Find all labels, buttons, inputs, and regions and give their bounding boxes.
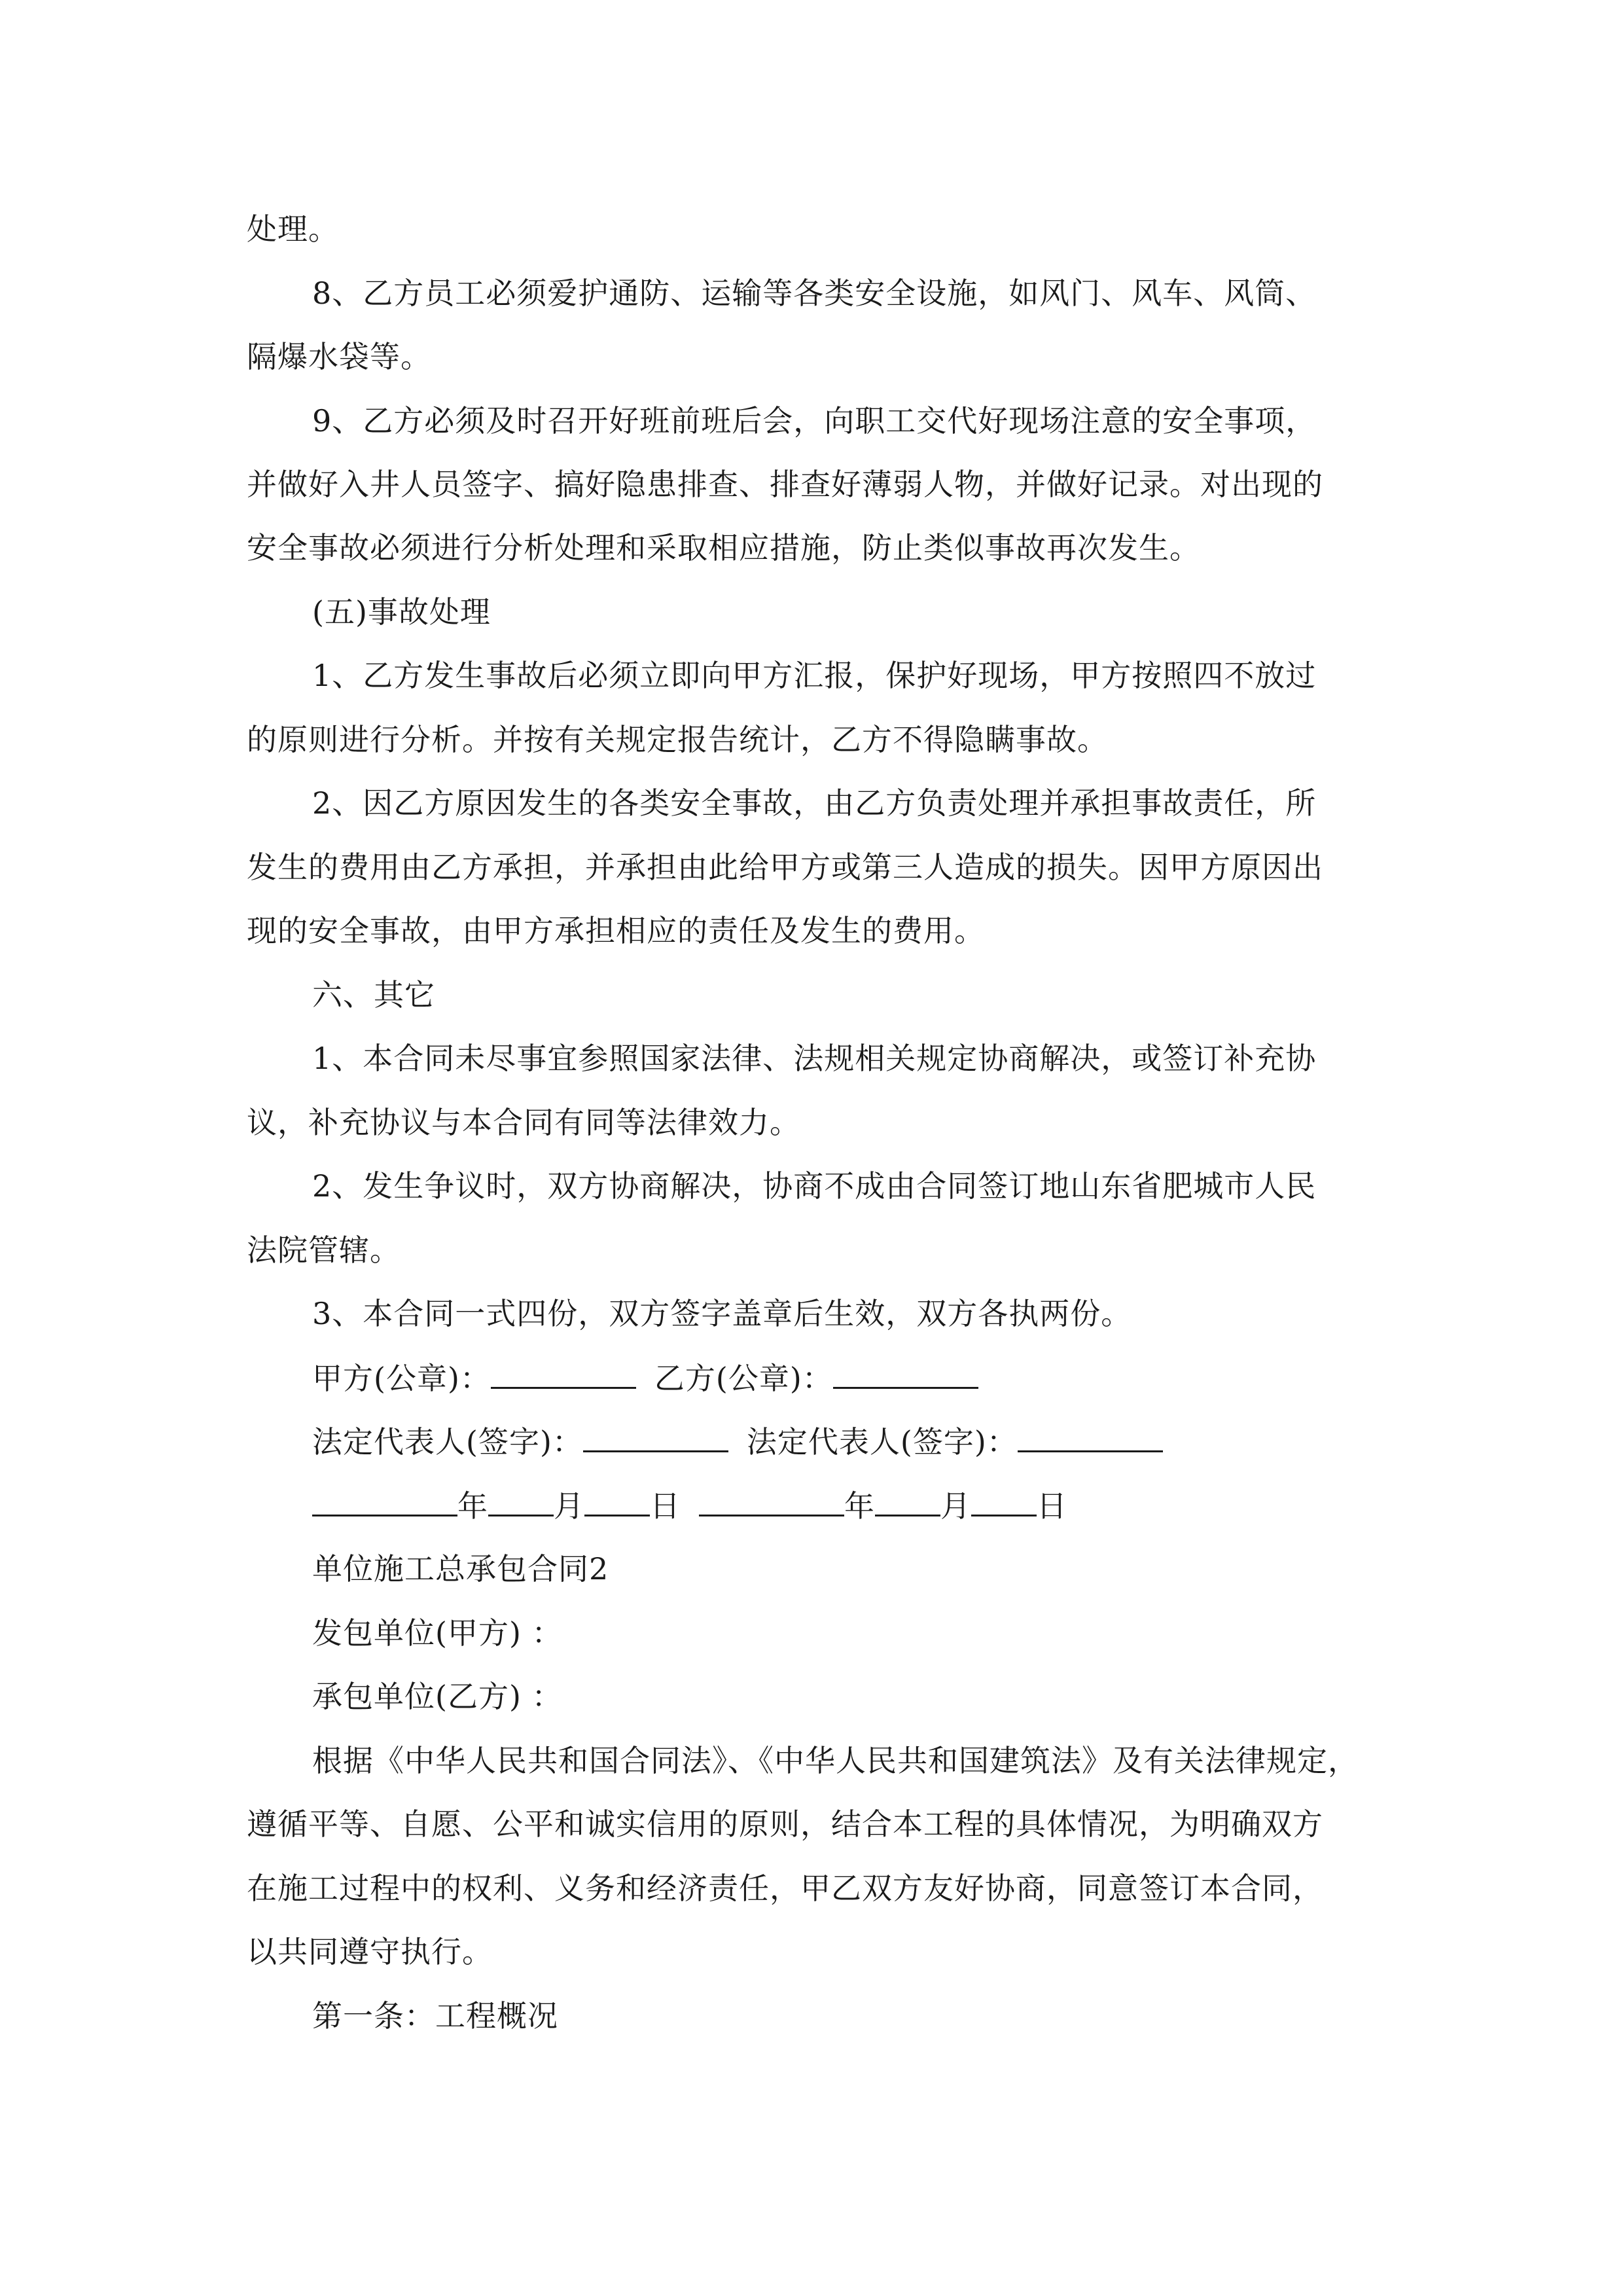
- paragraph-line: 8、乙方员工必须爱护通防、运输等各类安全设施，如风门、风车、风筒、: [312, 276, 1317, 311]
- preamble-line: 在施工过程中的权利、义务和经济责任，甲乙双方友好协商，同意签订本合同，: [247, 1871, 1323, 1906]
- seal-line: [312, 1358, 978, 1398]
- preamble-line: 遵循平等、自愿、公平和诚实信用的原则，结合本工程的具体情况，为明确双方: [247, 1806, 1323, 1842]
- paragraph-line: 的原则进行分析。并按有关规定报告统计，乙方不得隐瞒事故。: [247, 722, 1108, 757]
- year-label: 年: [457, 1488, 488, 1524]
- paragraph-line: 发生的费用由乙方承担，并承担由此给甲方或第三人造成的损失。因甲方原因出: [247, 850, 1323, 885]
- paragraph-line: 处理。: [247, 211, 339, 247]
- section-heading: (五)事故处理: [312, 594, 491, 630]
- paragraph-line: 2、因乙方原因发生的各类安全事故，由乙方负责处理并承担事故责任，所: [312, 785, 1317, 821]
- paragraph-line: 9、乙方必须及时召开好班前班后会，向职工交代好现场注意的安全事项，: [312, 403, 1317, 439]
- year-blank-a: [312, 1486, 457, 1516]
- contractor-line: 承包单位(乙方) ：: [312, 1679, 563, 1714]
- article-heading: 第一条：工程概况: [312, 1998, 558, 2034]
- preamble-line: 以共同遵守执行。: [247, 1934, 493, 1969]
- day-label: 日: [650, 1488, 681, 1524]
- date-line: [312, 1486, 1067, 1526]
- section-heading: 六、其它: [312, 977, 435, 1013]
- month-label: 月: [554, 1488, 584, 1524]
- paragraph-line: 法院管辖。: [247, 1232, 401, 1268]
- paragraph-line: 并做好入井人员签字、搞好隐患排查、排查好薄弱人物，并做好记录。对出现的: [247, 467, 1323, 502]
- party-b-seal-blank: [833, 1358, 978, 1389]
- paragraph-line: 3、本合同一式四份，双方签字盖章后生效，双方各执两份。: [312, 1296, 1132, 1331]
- paragraph-line: 隔爆水袋等。: [247, 339, 431, 374]
- year-blank-b: [699, 1486, 844, 1516]
- paragraph-line: 安全事故必须进行分析处理和采取相应措施，防止类似事故再次发生。: [247, 530, 1200, 565]
- paragraph-line: 1、乙方发生事故后必须立即向甲方汇报，保护好现场，甲方按照四不放过: [312, 658, 1317, 693]
- month-label: 月: [940, 1488, 971, 1524]
- employer-line: 发包单位(甲方) ：: [312, 1615, 563, 1651]
- month-blank-b: [875, 1486, 940, 1516]
- month-blank-a: [488, 1486, 554, 1516]
- paragraph-line: 2、发生争议时，双方协商解决，协商不成由合同签订地山东省肥城市人民: [312, 1168, 1317, 1204]
- party-a-seal-blank: [491, 1358, 636, 1389]
- year-label: 年: [844, 1488, 875, 1524]
- party-a-seal-label: 甲方(公章)：: [312, 1361, 491, 1396]
- contract-title: 单位施工总承包合同2: [312, 1551, 609, 1587]
- paragraph-line: 现的安全事故，由甲方承担相应的责任及发生的费用。: [247, 913, 985, 948]
- paragraph-line: 议，补充协议与本合同有同等法律效力。: [247, 1105, 800, 1140]
- rep-b-blank: [1018, 1422, 1163, 1452]
- rep-a-blank: [583, 1422, 728, 1452]
- rep-b-label: 法定代表人(签字)：: [746, 1424, 1018, 1460]
- day-label: 日: [1037, 1488, 1067, 1524]
- preamble-line: 根据《中华人民共和国合同法》、《中华人民共和国建筑法》及有关法律规定，: [312, 1743, 1359, 1778]
- day-blank-b: [971, 1486, 1037, 1516]
- day-blank-a: [584, 1486, 650, 1516]
- party-b-seal-label: 乙方(公章)：: [654, 1361, 833, 1396]
- representative-line: [312, 1422, 1163, 1462]
- rep-a-label: 法定代表人(签字)：: [312, 1424, 583, 1460]
- paragraph-line: 1、本合同未尽事宜参照国家法律、法规相关规定协商解决，或签订补充协: [312, 1041, 1317, 1076]
